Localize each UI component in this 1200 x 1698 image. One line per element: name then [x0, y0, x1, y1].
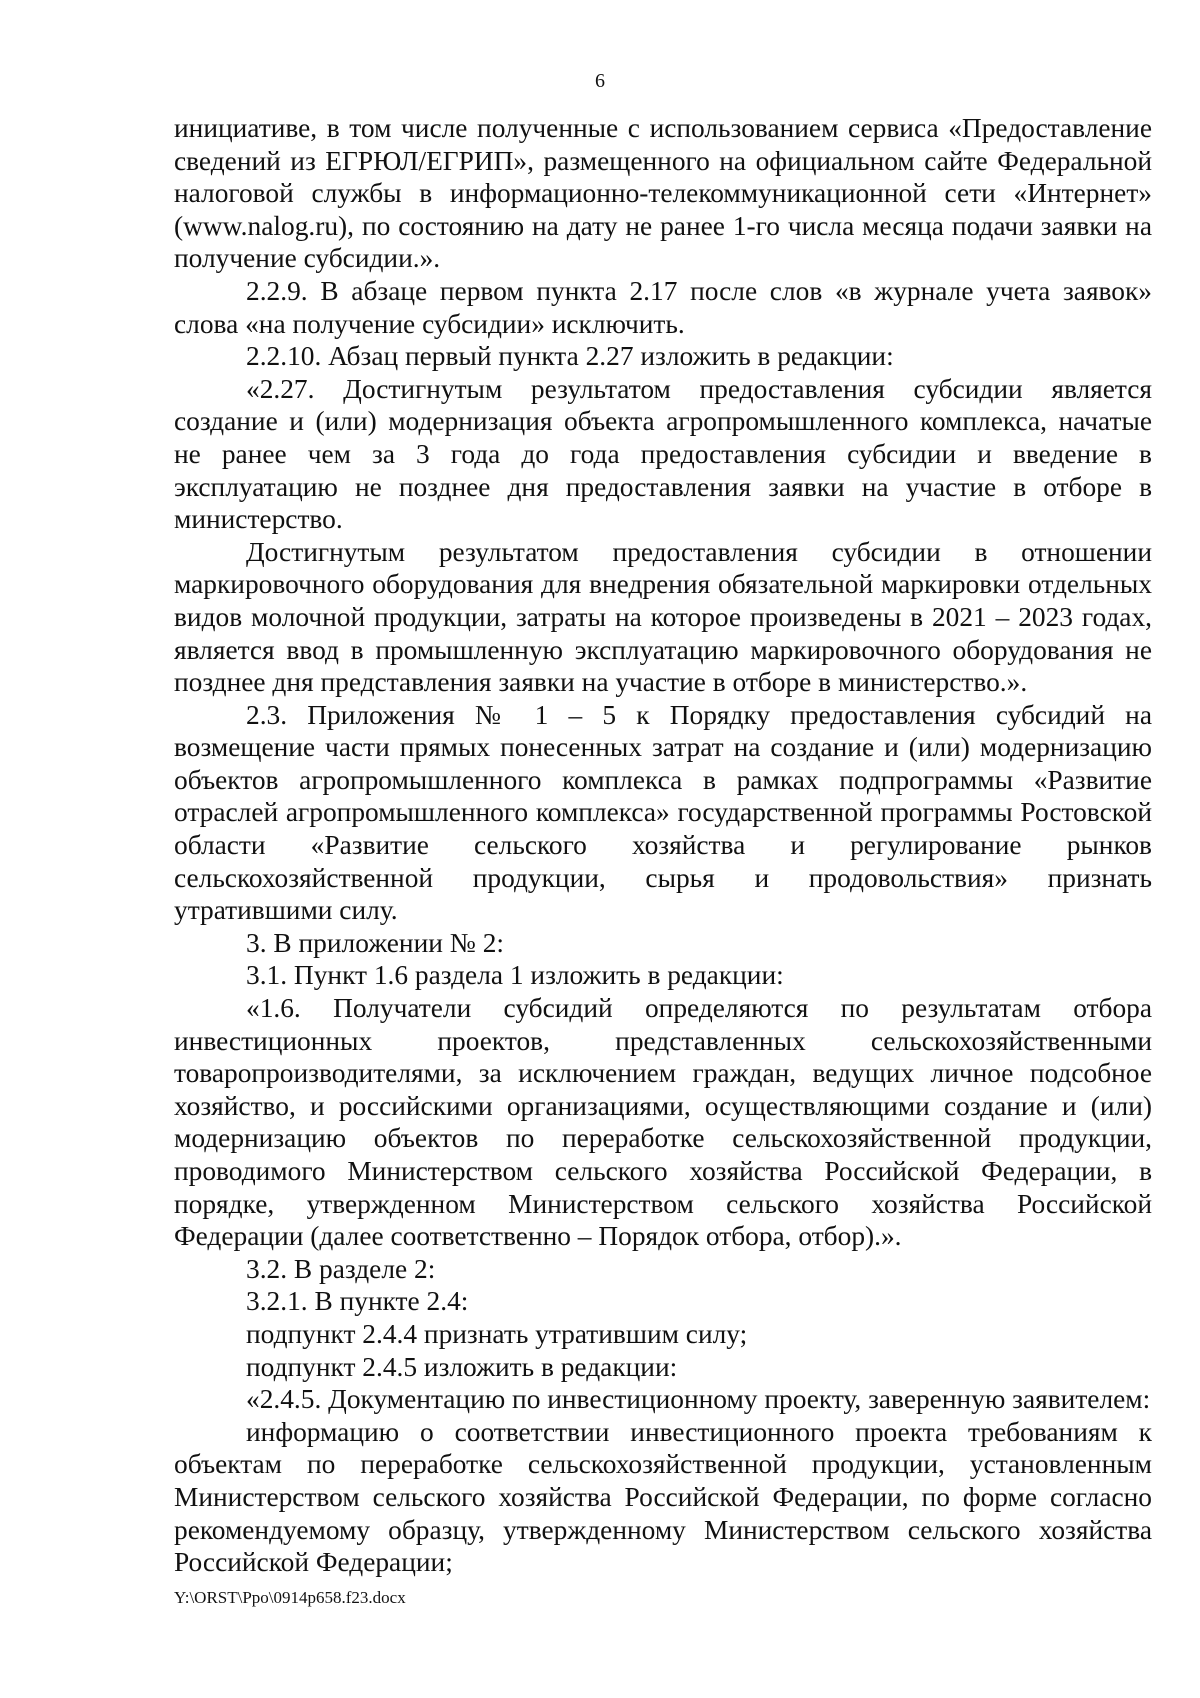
paragraph: «2.4.5. Документацию по инвестиционному проекту, заверенную заявителем: [246, 1384, 1151, 1415]
paragraph: 3.1. Пункт 1.6 раздела 1 изложить в редакции: [246, 960, 784, 991]
paragraph: Достигнутым результатом предоставления субсидии в отношении маркировочного оборудования для внедрения обязательной маркировки отдельных видов молочной продукции, затраты на которое произведены в 2021 – 2023 годах, является ввод в промышленную эксплуатацию маркировочного оборудования не позднее дня представления заявки на участие в отборе в министерство.». [174, 536, 1152, 698]
paragraph: 2.3. Приложения № 1 – 5 к Порядку предоставления субсидий на возмещение части прямых понесенных затрат на создание и (или) модернизацию объектов агропромышленного комплекса в рамках подпрограммы «Развитие отраслей агропромышленного комплекса» государственной программы Ростовской области «Развитие сельского хозяйства и регулирование рынков сельскохозяйственной продукции, сырья и продовольствия» признать утратившими силу. [174, 699, 1152, 926]
paragraph: 2.2.10. Абзац первый пункта 2.27 изложить в редакции: [246, 341, 894, 372]
paragraph: 3. В приложении № 2: [246, 927, 505, 958]
paragraph: 2.2.9. В абзаце первом пункта 2.17 после слов «в журнале учета заявок» слова «на получение субсидии» исключить. [174, 275, 1152, 339]
paragraph: подпункт 2.4.4 признать утратившим силу; [246, 1318, 748, 1349]
page-number: 6 [595, 70, 605, 92]
paragraph: подпункт 2.4.5 изложить в редакции: [246, 1351, 678, 1382]
paragraph: «1.6. Получатели субсидий определяются по результатам отбора инвестиционных проектов, представленных сельскохозяйственными товаропроизводителями, за исключением граждан, ведущих личное подсобное хозяйство, и российскими организациями, осуществляющими создание и (или) модернизацию объектов по переработке сельскохозяйственной продукции, проводимого Министерством сельского хозяйства Российской Федерации, в порядке, утвержденном Министерством сельского хозяйства Российской Федерации (далее соответственно – Порядок отбора, отбор).». [174, 993, 1152, 1252]
document-body [174, 112, 1152, 1579]
paragraph: 3.2.1. В пункте 2.4: [246, 1286, 469, 1317]
paragraph: информацию о соответствии инвестиционного проекта требованиям к объектам по переработке сельскохозяйственной продукции, установленным Министерством сельского хозяйства Российской Федерации, по форме согласно рекомендуемому образцу, утвержденному Министерством сельского хозяйства Российской Федерации; [174, 1416, 1152, 1578]
footer-file-path: Y:\ORST\Ppo\0914p658.f23.docx [174, 1588, 406, 1607]
paragraph: инициативе, в том числе полученные с использованием сервиса «Предоставление сведений из ЕГРЮЛ/ЕГРИП», размещенного на официальном сайте Федеральной налоговой службы в информационно-телекоммуникационной сети «Интернет» (www.nalog.ru), по состоянию на дату не ранее 1-го числа месяца подачи заявки на получение субсидии.». [174, 113, 1152, 274]
paragraph: 3.2. В разделе 2: [246, 1253, 436, 1284]
paragraph: «2.27. Достигнутым результатом предоставления субсидии является создание и (или) модернизация объекта агропромышленного комплекса, начатые не ранее чем за 3 года до года предоставления субсидии и введение в эксплуатацию не позднее дня предоставления заявки на участие в отборе в министерство. [174, 373, 1152, 535]
